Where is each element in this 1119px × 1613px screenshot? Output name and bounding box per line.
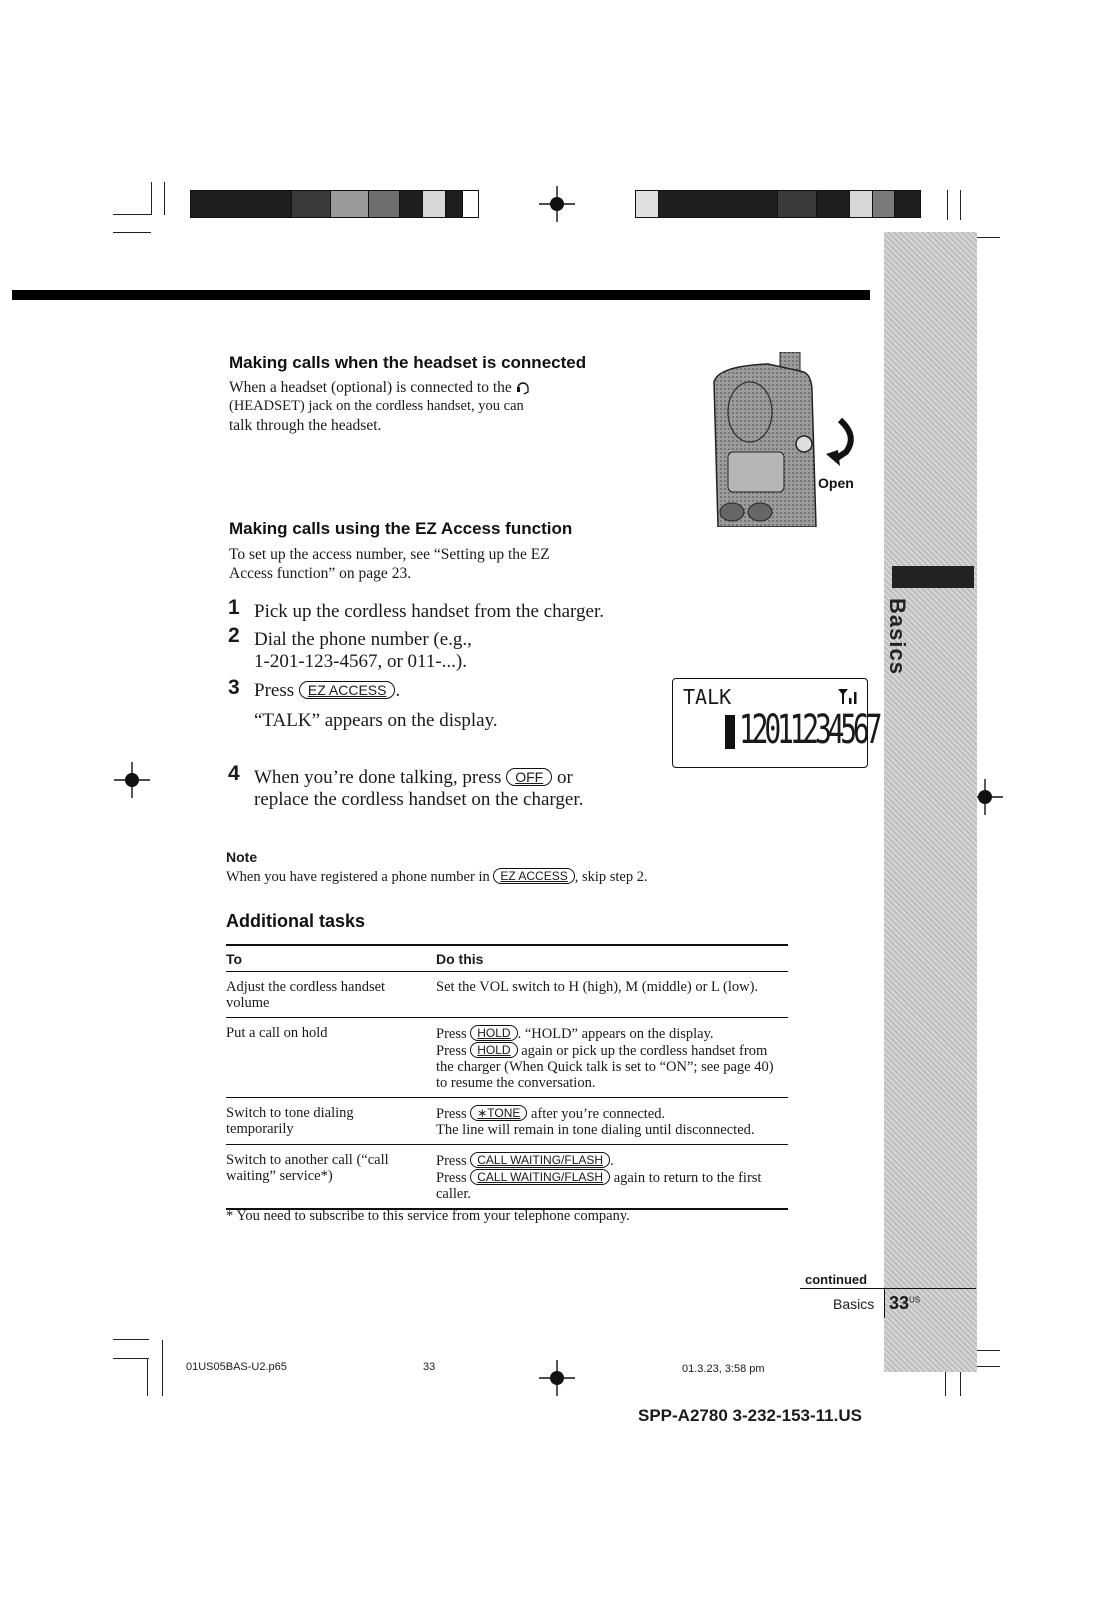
column-header-to: To	[226, 951, 243, 967]
lcd-display	[672, 678, 879, 768]
lcd-cursor	[725, 715, 735, 749]
table-row	[226, 1018, 788, 1098]
registration-target-icon	[114, 762, 150, 798]
hold-key: HOLD	[470, 1042, 517, 1058]
note-text: When you have registered a phone number in EZ ACCESS , skip step 2.	[226, 869, 648, 885]
handset-headset-jack-illustration	[708, 352, 878, 527]
task-cell: Adjust the cordless handset volume	[226, 979, 386, 1011]
density-bar-left	[190, 190, 479, 218]
tone-key: ∗TONE	[470, 1105, 527, 1121]
footer-section-label: Basics	[833, 1296, 875, 1312]
crop-mark	[164, 182, 165, 215]
crop-mark	[113, 1358, 149, 1359]
density-bar-right	[635, 190, 921, 218]
step-1-text: Pick up the cordless handset from the charger.	[254, 601, 604, 622]
print-timestamp: 01.3.23, 3:58 pm	[682, 1363, 765, 1375]
crop-mark	[147, 1358, 148, 1396]
step-number: 2	[228, 624, 240, 647]
table-header-row	[226, 945, 788, 972]
lcd-mode: TALK	[683, 685, 732, 709]
ez-access-heading: Making calls using the EZ Access function	[229, 519, 573, 538]
crop-mark	[113, 1339, 149, 1340]
instruction-cell: Press ∗TONE after you’re connected. The line will remain in tone dialing until disconnected.	[436, 1106, 755, 1138]
off-key: OFF	[506, 768, 552, 786]
page-number-suffix: US	[909, 1295, 921, 1305]
signal-icon	[837, 687, 859, 705]
step-4-text: When you’re done talking, press OFF or replace the cordless handset on the charger.	[254, 767, 584, 810]
lcd-number: 12011234567	[739, 707, 879, 753]
additional-tasks-table	[226, 944, 788, 1210]
table-row	[226, 1145, 788, 1210]
crop-mark	[960, 190, 961, 220]
page-number-box	[884, 1288, 931, 1318]
file-name: 01US05BAS-U2.p65	[186, 1361, 287, 1373]
call-waiting-flash-key: CALL WAITING/FLASH	[470, 1152, 610, 1168]
crop-mark	[151, 182, 152, 215]
ez-access-key: EZ ACCESS	[299, 681, 396, 699]
continued-label: continued	[805, 1272, 868, 1287]
table-row	[226, 972, 788, 1018]
step-2-text: Dial the phone number (e.g., 1-201-123-4567, or 011-...).	[254, 629, 472, 672]
model-number: SPP-A2780 3-232-153-11.US	[638, 1406, 862, 1425]
registration-target-icon	[539, 1360, 575, 1396]
call-waiting-flash-key: CALL WAITING/FLASH	[470, 1169, 610, 1185]
header-rule	[12, 290, 870, 300]
additional-tasks-heading: Additional tasks	[226, 911, 366, 931]
hold-key: HOLD	[470, 1025, 517, 1041]
section-side-strip	[884, 232, 977, 1372]
task-cell: Switch to another call (“call waiting” service*)	[226, 1152, 389, 1184]
column-header-do: Do this	[436, 951, 484, 967]
crop-mark	[947, 190, 948, 220]
registration-target-icon	[539, 186, 575, 222]
ez-access-intro: To set up the access number, see “Setting up the EZ Access function” on page 23.	[229, 546, 550, 582]
instruction-cell: Press HOLD . “HOLD” appears on the display. Press HOLD again or pick up the cordless handset from the charger (When Quick talk is set to “ON”; see page 40) to resume the conversation.	[436, 1026, 774, 1091]
instruction-cell: Press CALL WAITING/FLASH . Press CALL WAITING/FLASH again to return to the first caller.	[436, 1153, 762, 1202]
ez-access-key: EZ ACCESS	[493, 868, 574, 884]
task-cell: Put a call on hold	[226, 1025, 328, 1041]
file-page: 33	[423, 1361, 436, 1373]
step-3-text: Press EZ ACCESS . “TALK” appears on the display.	[254, 680, 498, 731]
headset-heading: Making calls when the headset is connected	[229, 353, 587, 372]
crop-mark	[162, 1340, 163, 1396]
step-number: 1	[228, 596, 240, 619]
open-label: Open	[818, 475, 854, 491]
footnote: * You need to subscribe to this service from your telephone company.	[226, 1208, 630, 1224]
crop-mark	[113, 232, 151, 233]
headset-icon	[516, 379, 530, 395]
instruction-cell: Set the VOL switch to H (high), M (middle) or L (low).	[436, 979, 759, 995]
page-number: 33	[889, 1293, 910, 1313]
headset-text: When a headset (optional) is connected to the (HEADSET) jack on the cordless handset, you can talk through the headset.	[229, 378, 629, 435]
table-row	[226, 1098, 788, 1145]
task-cell: Switch to tone dialing temporarily	[226, 1105, 354, 1137]
step-number: 4	[228, 762, 240, 785]
step-number: 3	[228, 676, 240, 699]
section-tab-marker	[892, 566, 974, 588]
crop-mark	[113, 214, 151, 215]
note-heading: Note	[226, 849, 258, 865]
section-tab-label: Basics	[885, 598, 910, 675]
